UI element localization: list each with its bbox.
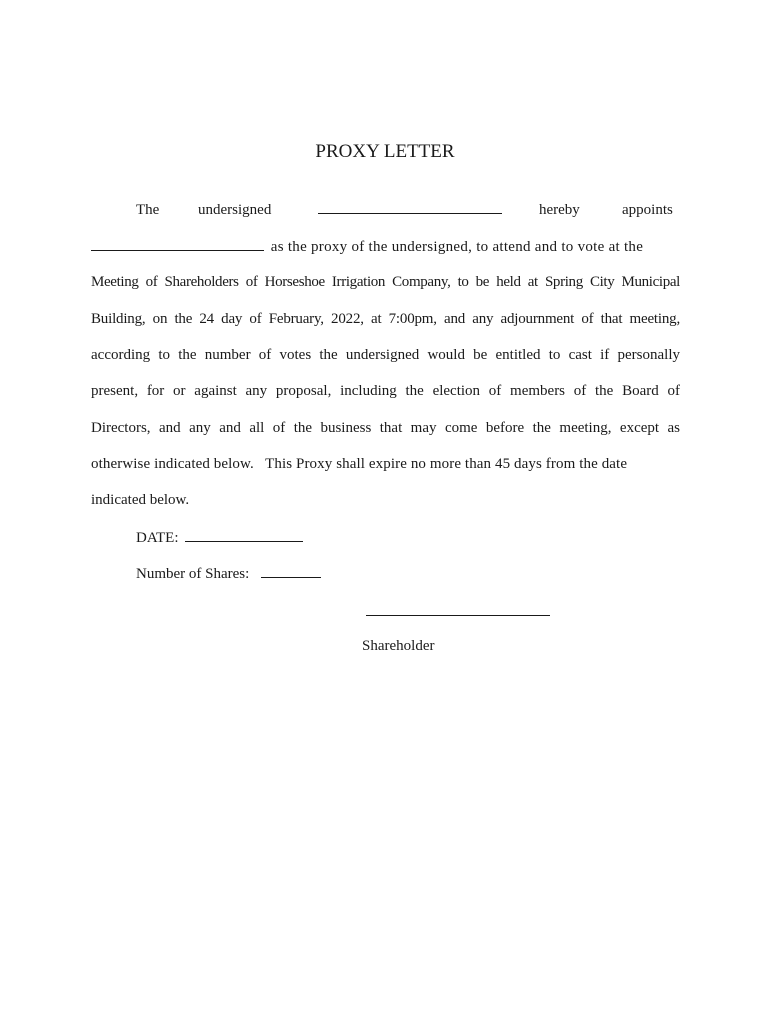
body-line: Directors, and any and all of the business that may come before the meeting, except as — [91, 420, 680, 436]
opening-word-appoints: appoints — [622, 202, 673, 218]
signature-line[interactable] — [366, 615, 550, 616]
opening-word-hereby: hereby — [539, 202, 580, 218]
shares-blank[interactable] — [261, 563, 321, 578]
signature-label: Shareholder — [362, 638, 435, 654]
body-line: Building, on the 24 day of February, 2022, at 7:00pm, and any adjournment of that meeting, — [91, 311, 680, 327]
date-label: DATE: — [136, 530, 179, 546]
proxy-name-blank[interactable] — [91, 236, 264, 251]
shares-label: Number of Shares: — [136, 566, 250, 582]
opening-line — [91, 200, 680, 220]
body-line: Meeting of Shareholders of Horseshoe Irrigation Company, to be held at Spring City Municipal — [91, 274, 680, 290]
proxy-line-text: as the proxy of the undersigned, to attend and to vote at the — [270, 239, 644, 255]
body-line: otherwise indicated below. This Proxy shall expire no more than 45 days from the date — [91, 456, 628, 472]
opening-word-the: The — [136, 202, 160, 218]
undersigned-name-blank[interactable] — [318, 199, 502, 220]
proxy-line — [91, 236, 680, 257]
body-line-last: indicated below. — [91, 492, 190, 508]
body-line: present, for or against any proposal, including the election of members of the Board of — [91, 383, 680, 399]
document-title: PROXY LETTER — [315, 141, 455, 162]
shares-field-row — [136, 563, 321, 584]
date-blank[interactable] — [185, 527, 303, 542]
opening-word-undersigned: undersigned — [198, 202, 272, 218]
date-field-row — [136, 527, 303, 548]
body-line: according to the number of votes the undersigned would be entitled to cast if personally — [91, 347, 680, 363]
